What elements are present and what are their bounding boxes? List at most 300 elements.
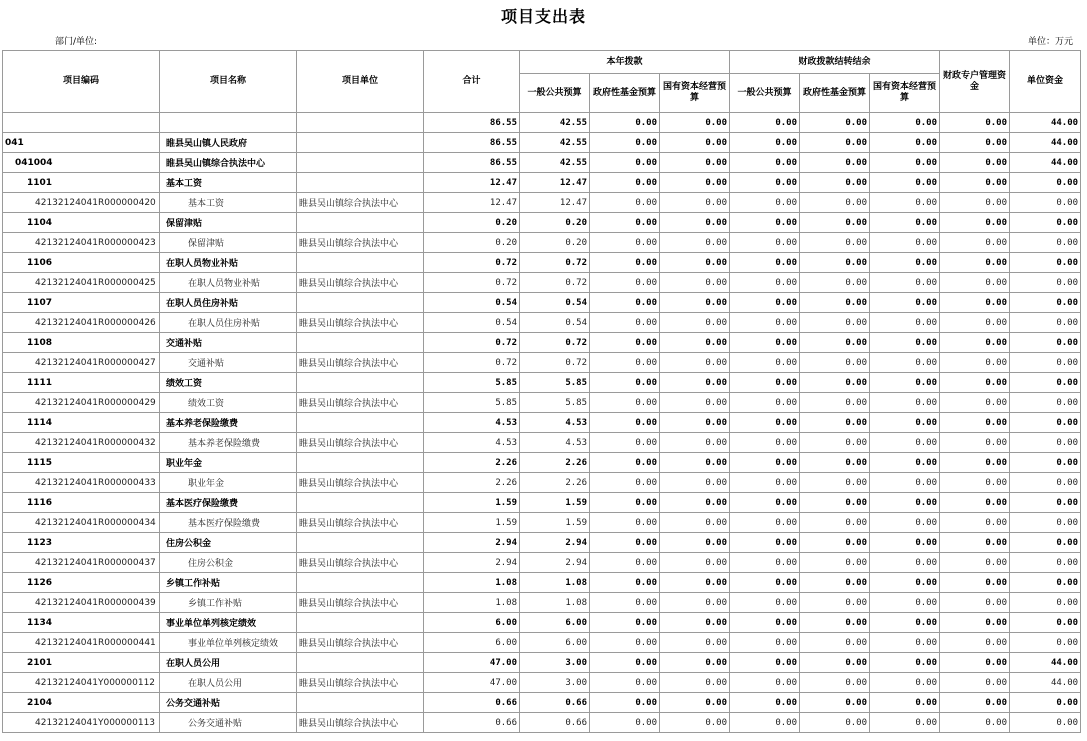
cell-value: 0.00 [870,433,940,453]
cell-value: 0.00 [800,653,870,673]
cell-value: 0.00 [870,533,940,553]
cell-code: 42132124041R000000423 [3,233,160,253]
cell-value: 0.00 [870,333,940,353]
cell-code: 2104 [3,693,160,713]
header-carry-gov-fund: 政府性基金预算 [800,74,870,113]
cell-value: 0.00 [940,513,1010,533]
cell-value: 0.00 [940,333,1010,353]
cell-value: 0.00 [730,713,800,733]
cell-value: 0.00 [730,613,800,633]
project-expenditure-table [2,50,1081,733]
cell-value: 0.00 [940,313,1010,333]
cell-value: 0.00 [800,313,870,333]
cell-name: 乡镇工作补贴 [160,593,297,613]
cell-unit: 睢县吴山镇综合执法中心 [297,553,424,573]
cell-unit: 睢县吴山镇综合执法中心 [297,633,424,653]
cell-value: 0.00 [870,553,940,573]
cell-value: 0.00 [660,653,730,673]
cell-value: 0.00 [730,213,800,233]
table-row [3,593,1081,613]
cell-unit [297,453,424,473]
cell-name: 事业单位单列核定绩效 [160,613,297,633]
cell-value: 0.00 [590,233,660,253]
cell-value: 42.55 [520,153,590,173]
cell-value: 0.00 [1010,513,1081,533]
cell-value: 0.54 [424,313,520,333]
cell-value: 0.00 [660,493,730,513]
cell-value: 0.00 [730,233,800,253]
cell-value: 0.00 [940,613,1010,633]
cell-name: 在职人员物业补贴 [160,273,297,293]
cell-value: 0.00 [660,313,730,333]
cell-value: 0.00 [800,113,870,133]
cell-value: 0.00 [870,273,940,293]
header-carry-gen-budget: 一般公共预算 [730,74,800,113]
cell-value: 0.00 [730,573,800,593]
table-row [3,113,1081,133]
cell-value: 0.00 [660,393,730,413]
cell-value: 0.00 [660,113,730,133]
cell-value: 0.00 [940,413,1010,433]
cell-value: 0.00 [730,273,800,293]
cell-unit: 睢县吴山镇综合执法中心 [297,393,424,413]
cell-value: 44.00 [1010,653,1081,673]
table-row [3,713,1081,733]
cell-value: 0.00 [730,593,800,613]
cell-value: 0.00 [940,473,1010,493]
cell-value: 0.66 [520,693,590,713]
cell-value: 0.00 [1010,633,1081,653]
cell-code: 42132124041R000000427 [3,353,160,373]
cell-value: 0.00 [1010,393,1081,413]
cell-value: 0.00 [1010,713,1081,733]
cell-unit [297,253,424,273]
cell-value: 0.00 [800,713,870,733]
table-row [3,273,1081,293]
cell-value: 47.00 [424,673,520,693]
cell-unit [297,153,424,173]
cell-value: 0.00 [800,673,870,693]
cell-unit: 睢县吴山镇综合执法中心 [297,313,424,333]
cell-value: 0.00 [940,673,1010,693]
table-row [3,393,1081,413]
cell-value: 0.00 [730,493,800,513]
table-row [3,313,1081,333]
cell-value: 0.00 [1010,313,1081,333]
cell-value: 0.00 [800,613,870,633]
cell-value: 0.00 [800,513,870,533]
cell-name: 在职人员公用 [160,653,297,673]
cell-value: 0.00 [870,153,940,173]
cell-value: 0.00 [870,373,940,393]
cell-value: 0.00 [800,453,870,473]
cell-value: 0.72 [520,273,590,293]
cell-value: 0.00 [940,633,1010,653]
cell-name: 绩效工资 [160,373,297,393]
cell-value: 3.00 [520,673,590,693]
cell-code [3,113,160,133]
cell-name: 交通补贴 [160,333,297,353]
cell-name: 基本工资 [160,193,297,213]
table-row [3,493,1081,513]
cell-value: 0.00 [660,353,730,373]
cell-value: 0.00 [800,173,870,193]
cell-code: 42132124041R000000432 [3,433,160,453]
table-row [3,613,1081,633]
cell-value: 2.26 [424,453,520,473]
cell-value: 0.00 [870,253,940,273]
cell-value: 0.00 [1010,533,1081,553]
cell-code: 42132124041R000000420 [3,193,160,213]
cell-value: 0.00 [590,493,660,513]
cell-value: 0.72 [520,253,590,273]
cell-value: 0.00 [730,553,800,573]
cell-value: 0.00 [660,613,730,633]
cell-value: 0.00 [730,253,800,273]
cell-code: 1104 [3,213,160,233]
cell-value: 0.00 [730,153,800,173]
cell-value: 0.00 [590,313,660,333]
cell-value: 0.00 [590,713,660,733]
cell-unit: 睢县吴山镇综合执法中心 [297,193,424,213]
cell-value: 0.00 [660,253,730,273]
cell-value: 0.00 [590,333,660,353]
cell-value: 0.00 [870,473,940,493]
cell-name: 职业年金 [160,453,297,473]
cell-code: 42132124041R000000439 [3,593,160,613]
cell-value: 0.00 [1010,233,1081,253]
table-row [3,453,1081,473]
cell-value: 0.00 [1010,453,1081,473]
cell-value: 0.00 [1010,693,1081,713]
cell-code: 42132124041R000000433 [3,473,160,493]
cell-value: 44.00 [1010,133,1081,153]
cell-value: 0.00 [660,413,730,433]
cell-value: 0.00 [870,213,940,233]
cell-value: 0.00 [940,353,1010,373]
cell-value: 2.26 [520,453,590,473]
cell-value: 0.00 [940,253,1010,273]
cell-value: 0.00 [660,213,730,233]
cell-value: 4.53 [424,413,520,433]
cell-value: 0.00 [870,173,940,193]
cell-value: 3.00 [520,653,590,673]
table-row [3,293,1081,313]
cell-value: 0.00 [730,633,800,653]
cell-value: 0.00 [800,493,870,513]
cell-value: 0.54 [520,313,590,333]
cell-value: 0.00 [800,413,870,433]
cell-value: 44.00 [1010,113,1081,133]
table-body [3,113,1081,733]
cell-value: 1.08 [520,573,590,593]
cell-value: 0.00 [660,193,730,213]
table-row [3,433,1081,453]
cell-unit: 睢县吴山镇综合执法中心 [297,233,424,253]
cell-code: 1115 [3,453,160,473]
table-row [3,653,1081,673]
cell-name: 绩效工资 [160,393,297,413]
cell-value: 0.00 [660,273,730,293]
cell-value: 0.54 [424,293,520,313]
cell-value: 0.00 [800,273,870,293]
cell-value: 0.20 [424,233,520,253]
cell-value: 0.00 [730,353,800,373]
cell-unit: 睢县吴山镇综合执法中心 [297,593,424,613]
header-special-fund: 财政专户管理资金 [940,51,1010,113]
cell-value: 0.66 [520,713,590,733]
cell-value: 0.00 [730,473,800,493]
cell-value: 1.08 [424,573,520,593]
cell-value: 0.00 [870,313,940,333]
header-own-fund: 单位资金 [1010,51,1081,113]
table-row [3,693,1081,713]
table-row [3,133,1081,153]
cell-value: 0.00 [940,553,1010,573]
cell-unit [297,653,424,673]
table-row [3,333,1081,353]
cell-code: 42132124041R000000425 [3,273,160,293]
cell-value: 0.00 [800,473,870,493]
cell-value: 0.00 [800,553,870,573]
cell-value: 0.00 [940,453,1010,473]
cell-value: 12.47 [520,173,590,193]
cell-value: 0.00 [590,293,660,313]
header-current-gen-budget: 一般公共预算 [520,74,590,113]
cell-name: 职业年金 [160,473,297,493]
header-code: 项目编码 [3,51,160,113]
cell-value: 0.72 [424,253,520,273]
cell-value: 0.00 [590,393,660,413]
cell-value: 0.00 [940,573,1010,593]
cell-value: 0.00 [870,413,940,433]
cell-value: 0.00 [730,433,800,453]
table-row [3,253,1081,273]
cell-value: 0.00 [940,653,1010,673]
cell-name: 基本工资 [160,173,297,193]
cell-value: 0.00 [730,373,800,393]
cell-value: 1.59 [520,513,590,533]
cell-value: 0.00 [590,653,660,673]
cell-value: 0.00 [870,653,940,673]
cell-name: 公务交通补贴 [160,693,297,713]
cell-value: 12.47 [520,193,590,213]
cell-value: 0.00 [800,233,870,253]
cell-name: 基本医疗保险缴费 [160,513,297,533]
table-row [3,233,1081,253]
cell-value: 5.85 [520,373,590,393]
cell-value: 0.72 [520,333,590,353]
table-row [3,213,1081,233]
cell-code: 1101 [3,173,160,193]
header-name: 项目名称 [160,51,297,113]
cell-value: 0.00 [800,373,870,393]
cell-unit: 睢县吴山镇综合执法中心 [297,353,424,373]
cell-name: 在职人员物业补贴 [160,253,297,273]
table-row [3,413,1081,433]
cell-value: 6.00 [424,613,520,633]
cell-value: 0.00 [590,173,660,193]
cell-unit [297,373,424,393]
cell-unit [297,133,424,153]
cell-value: 0.00 [660,693,730,713]
cell-value: 0.00 [800,593,870,613]
cell-code: 1108 [3,333,160,353]
cell-value: 0.00 [590,153,660,173]
cell-value: 0.00 [870,393,940,413]
cell-value: 0.00 [940,153,1010,173]
cell-value: 0.72 [520,353,590,373]
cell-name: 住房公积金 [160,553,297,573]
cell-value: 0.00 [1010,213,1081,233]
cell-value: 0.00 [1010,553,1081,573]
cell-value: 0.00 [870,193,940,213]
cell-value: 0.00 [660,173,730,193]
cell-unit: 睢县吴山镇综合执法中心 [297,673,424,693]
cell-value: 0.00 [730,653,800,673]
cell-value: 0.00 [870,113,940,133]
cell-code: 2101 [3,653,160,673]
cell-value: 2.94 [520,533,590,553]
cell-value: 2.26 [520,473,590,493]
cell-value: 0.00 [590,193,660,213]
cell-code: 42132124041R000000429 [3,393,160,413]
cell-value: 0.00 [660,233,730,253]
cell-value: 0.00 [730,393,800,413]
cell-value: 0.00 [590,373,660,393]
cell-value: 0.72 [424,273,520,293]
cell-value: 0.00 [1010,593,1081,613]
cell-value: 0.00 [800,193,870,213]
cell-value: 0.00 [800,533,870,553]
cell-value: 0.00 [870,593,940,613]
cell-value: 0.00 [940,173,1010,193]
cell-code: 42132124041R000000437 [3,553,160,573]
table-row [3,553,1081,573]
cell-value: 0.00 [660,373,730,393]
cell-value: 0.00 [660,433,730,453]
cell-value: 1.59 [520,493,590,513]
cell-value: 12.47 [424,173,520,193]
cell-unit [297,173,424,193]
cell-value: 0.00 [1010,253,1081,273]
cell-value: 0.00 [730,133,800,153]
cell-value: 2.94 [424,553,520,573]
cell-value: 0.00 [800,333,870,353]
cell-value: 0.66 [424,713,520,733]
cell-value: 6.00 [520,613,590,633]
cell-value: 4.53 [424,433,520,453]
header-carryover: 财政拨款结转结余 [730,51,940,74]
cell-value: 0.00 [1010,353,1081,373]
cell-value: 86.55 [424,133,520,153]
cell-value: 0.00 [660,473,730,493]
cell-name: 公务交通补贴 [160,713,297,733]
cell-code: 041004 [3,153,160,173]
cell-value: 4.53 [520,413,590,433]
cell-value: 0.00 [590,133,660,153]
cell-value: 0.00 [870,293,940,313]
cell-name: 保留津贴 [160,213,297,233]
cell-value: 0.00 [940,493,1010,513]
cell-unit [297,213,424,233]
cell-value: 0.00 [1010,293,1081,313]
cell-value: 0.00 [800,353,870,373]
cell-value: 0.00 [940,433,1010,453]
header-current-state-capital: 国有资本经营预算 [660,74,730,113]
cell-value: 2.94 [424,533,520,553]
header-total: 合计 [424,51,520,113]
unit-label: 单位：万元 [1027,37,1073,47]
cell-value: 47.00 [424,653,520,673]
cell-value: 0.00 [1010,613,1081,633]
cell-name: 睢县吴山镇综合执法中心 [160,153,297,173]
cell-code: 42132124041R000000426 [3,313,160,333]
cell-value: 42.55 [520,113,590,133]
cell-value: 0.00 [730,413,800,433]
cell-value: 0.00 [870,673,940,693]
cell-value: 0.00 [1010,433,1081,453]
cell-value: 0.20 [424,213,520,233]
cell-value: 0.00 [940,713,1010,733]
cell-value: 5.85 [520,393,590,413]
page-title: 项目支出表 [500,7,586,26]
cell-value: 0.00 [1010,573,1081,593]
table-row [3,473,1081,493]
cell-value: 0.00 [590,353,660,373]
cell-unit: 睢县吴山镇综合执法中心 [297,273,424,293]
cell-value: 0.00 [800,253,870,273]
cell-value: 0.00 [1010,173,1081,193]
table-row [3,353,1081,373]
table-row [3,193,1081,213]
cell-name: 基本养老保险缴费 [160,433,297,453]
cell-value: 0.00 [870,353,940,373]
cell-unit [297,573,424,593]
cell-unit: 睢县吴山镇综合执法中心 [297,513,424,533]
cell-value: 0.00 [590,673,660,693]
cell-value: 0.00 [870,513,940,533]
cell-unit [297,113,424,133]
cell-value: 86.55 [424,113,520,133]
header-carry-state-capital: 国有资本经营预算 [870,74,940,113]
table-row [3,153,1081,173]
cell-value: 0.00 [730,333,800,353]
cell-value: 0.00 [1010,333,1081,353]
cell-value: 0.00 [590,593,660,613]
cell-value: 5.85 [424,373,520,393]
cell-value: 44.00 [1010,673,1081,693]
cell-value: 0.00 [800,293,870,313]
cell-unit [297,533,424,553]
cell-name: 在职人员住房补贴 [160,293,297,313]
cell-value: 0.00 [800,433,870,453]
cell-code: 1114 [3,413,160,433]
cell-value: 0.00 [590,513,660,533]
cell-value: 1.59 [424,513,520,533]
cell-unit: 睢县吴山镇综合执法中心 [297,713,424,733]
cell-value: 0.00 [800,213,870,233]
cell-value: 0.72 [424,353,520,373]
cell-code: 041 [3,133,160,153]
cell-code: 1107 [3,293,160,313]
cell-value: 12.47 [424,193,520,213]
cell-value: 0.00 [590,433,660,453]
cell-value: 0.00 [590,693,660,713]
cell-value: 0.00 [870,573,940,593]
table-row [3,573,1081,593]
cell-value: 0.00 [940,693,1010,713]
